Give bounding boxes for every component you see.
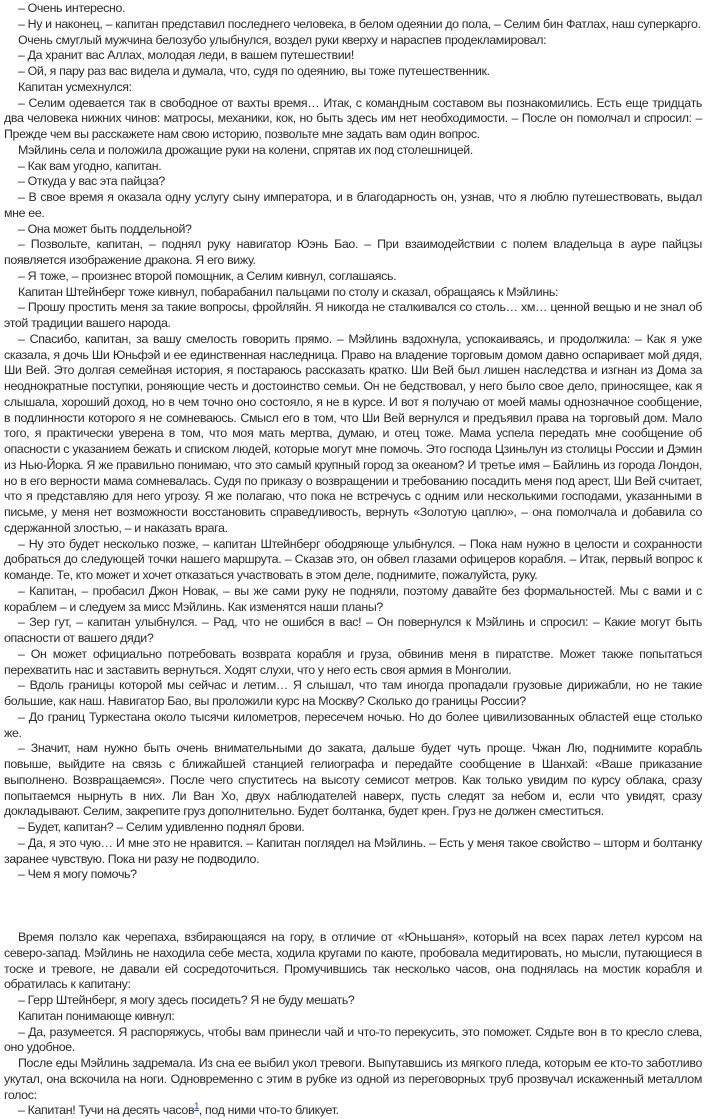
- paragraph: – Ну это будет несколько позже, – капитан Штейнберг ободряюще улыбнулся. – Пока нам нужно в целости и сохранности добраться до следующей точки нашего маршрута. – Сказав это, он обвел глазами офицеров корабля. – Итак, первый вопрос к команде. Те, кто может и хочет отказаться участвовать в этом деле, поднимите, пожалуйста, руку.: [4, 536, 702, 582]
- paragraph: – Она может быть поддельной?: [18, 221, 192, 236]
- paragraph: – Герр Штейнберг, я могу здесь посидеть? Я не буду мешать?: [18, 993, 355, 1007]
- paragraph: – Как вам угодно, капитан.: [18, 158, 162, 173]
- footnote-link[interactable]: 1: [194, 1101, 199, 1112]
- paragraph: Мэйлинь села и положила дрожащие руки на колени, спрятав их под столешницей.: [18, 142, 473, 157]
- paragraph: – Капитан, – пробасил Джон Новак, – вы же сами руку не подняли, поэтому давайте без формальностей. Мы с вами и с кораблем – и следуем за мисс Мэйлинь. Как изменятся наши планы?: [4, 583, 702, 614]
- paragraph: – Я тоже, – произнес второй помощник, а Селим кивнул, соглашаясь.: [18, 268, 397, 283]
- paragraph: – Будет, капитан? – Селим удивленно поднял брови.: [18, 820, 305, 834]
- paragraph: Капитан Штейнберг тоже кивнул, побарабанил пальцами по столу и сказал, обращаясь к Мэйлинь:: [18, 284, 559, 299]
- paragraph: – Ой, я пару раз вас видела и думала, что, судя по одеянию, вы тоже путешественник.: [18, 64, 490, 78]
- paragraph: Капитан понимающе кивнул:: [18, 1008, 175, 1023]
- paragraph: – Селим одевается так в свободное от вахты время… Итак, с командным составом вы познакомились. Есть еще тридцать два человека нижних чинов: матросы, механики, кок, но быть здесь им нет необходимости. – После он помолчал и спросил: – Прежде чем вы расскажете нам свою историю, позвольте мне задать вам один вопрос.: [4, 95, 702, 141]
- paragraph: – Он может официально потребовать возврата корабля и груза, обвинив меня в пиратстве. Может также попытаться перехватить нас и заставить вернуться. Ходят слухи, что у него есть своя армия в Монголии.: [4, 646, 702, 677]
- paragraph: – Да, я это чую… И мне это не нравится. – Капитан поглядел на Мэйлинь. – Есть у меня такое свойство – шторм и болтанку заранее чувствую. Пока ни разу не подводило.: [4, 835, 702, 866]
- paragraph: Очень смуглый мужчина белозубо улыбнулся, воздел руки кверху и нараспев продекламировал:: [18, 32, 547, 47]
- paragraph: Время ползло как черепаха, взбирающаяся на гору, в отличие от «Юньшаня», который на всех парах летел курсом на северо-запад. Мэйлинь не находила себе места, ходила кругами по каюте, пробовала медитировать, но мысли, путающиеся в тоске и тревоге, не давали ей сосредоточиться. Промучившись так несколько часов, она поднялась на мостик корабля и обратилась к капитану:: [4, 930, 702, 992]
- paragraph: – До границ Туркестана около тысячи километров, пересечем ночью. Но до более цивилизованных областей еще столько же.: [4, 709, 702, 740]
- paragraph: – Зер гут, – капитан улыбнулся. – Рад, что не ошибся в вас! – Он повернулся к Мэйлинь и спросил: – Какие могут быть опасности от вашего дяди?: [4, 615, 702, 645]
- paragraph: После еды Мэйлинь задремала. Из сна ее выбил укол тревоги. Выпутавшись из мягкого пледа, которым ее кто-то заботливо укутал, она вскочила на ноги. Одновременно с этим в рубке из одной из переговорных труб прозвучал искаженный металлом голос:: [4, 1056, 702, 1102]
- paragraph: – Прошу простить меня за такие вопросы, фройляйн. Я никогда не сталкивался со столь… хм… ценной вещью и не знал об этой традиции вашего народа.: [4, 300, 702, 330]
- paragraph: – Чем я могу помочь?: [18, 867, 137, 882]
- section-2: [4, 930, 702, 1119]
- paragraph: – Спасибо, капитан, за вашу смелость говорить прямо. – Мэйлинь вздохнула, успокаиваясь, и продолжила: – Как я уже сказала, я дочь Ши Юньфэй и ее единственная наследница. Право на владение торговым домом давно оспаривает мой дядя, Ши Вей. Это долгая семейная история, я постараюсь рассказать кратко. Ши Вей был лишен наследства и изгнан из Дома за неоднократные поступки, роняющие честь и достоинство семьи. Он не бедствовал, у него было свое дело, приносящее, как я слышала, хороший доход, но в чем точно оно состояло, я не в курсе. И вот я получаю от моей мамы однозначное сообщение, в подлинности которого я не сомневаюсь. Смысл его в том, что Ши Вей вернулся и предъявил права на торговый дом. Мало того, я практически уверена в том, что моя мать мертва, думаю, и отец тоже. Мама успела передать мне сообщение об опасности с указанием бежать и списком людей, которые могут мне помочь. Это господа Цзиньлун из столицы России и Дэмин из Нью-Йорка. Я же правильно понимаю, что это самый крупный город за океаном? И третье имя – Байлинь из города Лондон, но в его верности мама сомневалась. Судя по приказу о возвращении и требованию посадить меня под арест, Ши Вей считает, что я представляю для него угрозу. Я же полагаю, что пока не встречусь с одним или несколькими господами, указанными в письме, у меня нет возможности восстановить справедливость, вернуть «Золотую цаплю», – она помолчала и добавила со сдержанной злостью, – и наказать врага.: [4, 331, 702, 535]
- paragraph: – Ну и наконец, – капитан представил последнего человека, в белом одеянии до пола, – Селим бин Фатлах, наш суперкарго.: [18, 16, 701, 31]
- paragraph: – Вдоль границы которой мы сейчас и летим… Я слышал, что там иногда пропадали грузовые дирижабли, но не такие большие, как наш. Навигатор Бао, вы проложили курс на Москву? Сколько до границы России?: [4, 678, 702, 708]
- section-1: [4, 1, 702, 883]
- paragraph: – Откуда у вас эта пайцза?: [18, 174, 165, 189]
- paragraph: – Очень интересно.: [18, 1, 126, 15]
- last-line-text: – Капитан! Тучи на десять часов: [18, 1103, 195, 1118]
- paragraph-last: [4, 1103, 702, 1119]
- paragraph: – Значит, нам нужно быть очень внимательными до заката, дальше будет чуть проще. Чжан Лю, поднимите корабль повыше, выйдите на связь с ближайшей станцией гелиографа и передайте сообщение в Шанхай: «Ваше приказание выполнено. Возвращаемся». После чего спуститесь на высоту семисот метров. Как только увидим по курсу облака, сразу попытаемся нырнуть в них. Ли Ван Хо, двух наблюдателей наверх, пусть следят за небом и, если что увидят, сразу докладывают. Селим, закрепите груз дополнительно. Будет болтанка, будет крен. Груз не должен сместиться.: [4, 741, 702, 819]
- last-line-text-tail: , под ними что-то бликует.: [198, 1103, 339, 1118]
- document-body: [4, 1, 702, 1119]
- paragraph: – Позвольте, капитан, – поднял руку навигатор Юэнь Бао. – При взаимодействии с полем владельца в ауре пайцзы появляется изображение дракона. Я его вижу.: [4, 237, 702, 267]
- paragraph: Капитан усмехнулся:: [18, 79, 132, 94]
- paragraph: – Да хранит вас Аллах, молодая леди, в вашем путешествии!: [18, 48, 354, 63]
- paragraph: – Да, разумеется. Я распоряжусь, чтобы вам принесли чай и что-то перекусить, это поможет. Сядьте вон в то кресло слева, оно удобное.: [4, 1024, 702, 1055]
- section-break: [4, 883, 702, 930]
- paragraph: – В свое время я оказала одну услугу сыну императора, и в благодарность он, узнав, что я люблю путешествовать, выдал мне ее.: [4, 190, 702, 220]
